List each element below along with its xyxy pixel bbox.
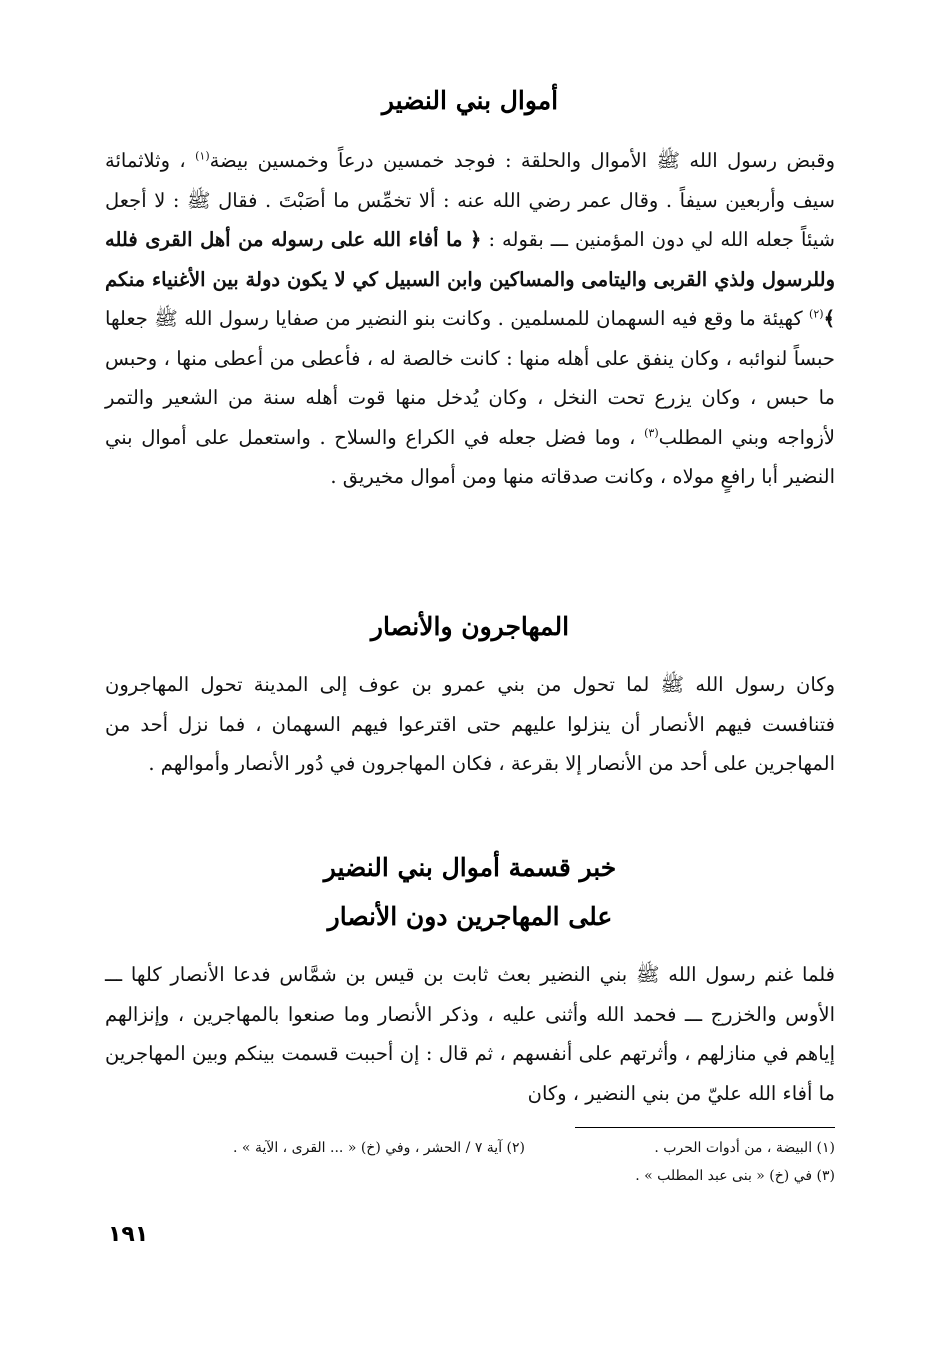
footnote-1: (١) البيضة ، من أدوات الحرب . bbox=[654, 1140, 835, 1156]
paragraph-amwal-text-3: كهيئة ما وقع فيه السهمان للمسلمين . وكانت بنو النضير من صفايا رسول الله ﷺ جعلها حبساً لنوائبه ، وكان ينفق على أهله منها : كانت خالصة له ، فأعطى من أعطى منها ، وحبس ما حبس ، وكان يزرع تحت النخل ، وكان يُدخل منها قوت أهله سنة من الشعير والتمر لأزواجه وبني المطلب bbox=[105, 307, 835, 449]
paragraph-amwal-text-2: ، وثلاثمائة سيف وأربعين سيفاً . وقال عمر رضي الله عنه : ألا تخمِّس ما أصَبْتَ . فقال ﷺ : لا أجعل شيئاً جعله الله لي دون المؤمنين ـــ بقوله : bbox=[105, 149, 835, 251]
footnote-2: (٢) آية ٧ / الحشر ، وفي (خ) « ... القرى ، الآية » . bbox=[233, 1140, 525, 1156]
section-heading-amwal: أموال بني النضير bbox=[381, 86, 559, 115]
section-heading-khabar-line-2: على المهاجرين دون الأنصار bbox=[327, 902, 613, 931]
paragraph-amwal-text-1: وقبض رسول الله ﷺ الأموال والحلقة : فوجد خمسين درعاً وخمسين بيضة bbox=[209, 149, 835, 172]
quran-verse: ﴿ ما أفاء الله على رسوله من أهل القرى فلله وللرسول ولذي القربى واليتامى والمساكين وابن السبيل كي لا يكون دولة بين الأغنياء منكم ﴾ bbox=[105, 228, 835, 330]
footnote-ref-3: (٣) bbox=[644, 426, 659, 439]
section-heading-muhajirun: المهاجرون والأنصار bbox=[370, 612, 570, 641]
paragraph-amwal-text-4: ، وما فضل جعله في الكراع والسلاح . واستعمل على أموال بني النضير أبا رافعٍ مولاه ، وكانت صدقاته منها ومن أموال مخيريق . bbox=[105, 425, 835, 488]
section-heading-khabar-line-1: خبر قسمة أموال بني النضير bbox=[323, 853, 617, 882]
footnote-3: (٣) في (خ) « بنى عبد المطلب » . bbox=[635, 1168, 835, 1184]
footnote-ref-1: (١) bbox=[195, 149, 210, 163]
footnote-ref-2: (٢) bbox=[809, 307, 824, 321]
paragraph-muhajirun: وكان رسول الله ﷺ لما تحول من بني عمرو بن عوف إلى المدينة تحول المهاجرون فتنافست فيهم الأنصار أن ينزلوا عليهم حتى اقترعوا فيهم السهمان ، فما نزل أحد من المهاجرين على أحد من الأنصار إلا بقرعة ، فكان المهاجرون في دُور الأنصار وأموالهم . bbox=[105, 673, 835, 775]
paragraph-amwal bbox=[105, 141, 835, 497]
page-number: ١٩١ bbox=[108, 1222, 149, 1247]
paragraph-khabar: فلما غنم رسول الله ﷺ بني النضير بعث ثابت بن قيس بن شمَّاس فدعا الأنصار كلها ـــ الأوس والخزرج ـــ فحمد الله وأثنى عليه ، وذكر الأنصار وما صنعوا بالمهاجرين ، وإنزالهم إياهم في منازلهم ، وأثرتهم على أنفسهم ، ثم قال : إن أحببت قسمت بينكم وبين المهاجرين ما أفاء الله عليّ من بني النضير ، وكان bbox=[105, 963, 835, 1105]
footnote-divider bbox=[575, 1127, 835, 1128]
